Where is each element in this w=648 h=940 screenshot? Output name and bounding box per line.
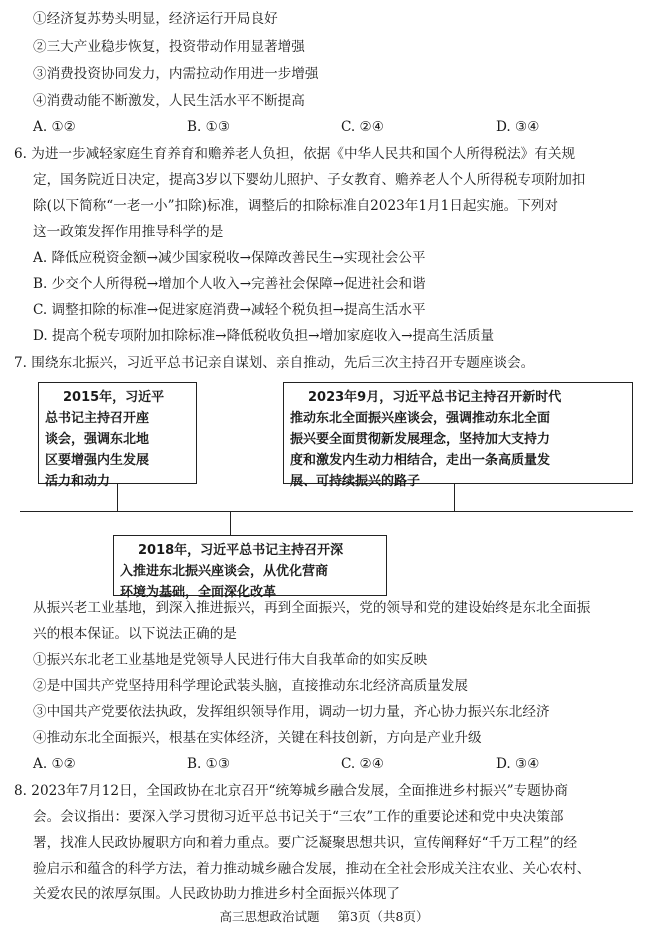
q7-after-line-2: 兴的根本保证。以下说法正确的是 — [33, 626, 237, 642]
q8-stem-line-3: 署，找准人民政协履职方向和着力重点。要广泛凝聚思想共识，宣传阐释好“千万工程”的经 — [33, 835, 578, 851]
q7-item-4: ④推动东北全面振兴，根基在实体经济，关键在科技创新，方向是产业升级 — [33, 730, 482, 746]
q6-option-b: B. 少交个人所得税→增加个人收入→完善社会保障→促进社会和谐 — [33, 276, 426, 292]
q5-item-4: ④消费动能不断激发，人民生活水平不断提高 — [33, 93, 305, 109]
q7-option-a: A. ①② — [33, 756, 76, 772]
q7-item-1: ①振兴东北老工业基地是党领导人民进行伟大自我革命的如实反映 — [33, 652, 428, 668]
q5-option-b: B. ①③ — [187, 119, 231, 135]
q6-stem-line-4: 这一政策发挥作用推导科学的是 — [33, 224, 224, 240]
box-2023-line: 2023年9月，习近平总书记主持召开新时代 — [308, 390, 562, 405]
q7-option-b: B. ①③ — [187, 756, 231, 772]
q5-item-1: ①经济复苏势头明显，经济运行开局良好 — [33, 11, 278, 27]
q6-stem-line-3: 除(以下简称“一老一小”扣除)标准，调整后的扣除标准自2023年1月1日起实施。下列对 — [33, 198, 558, 214]
box-2018-line: 入推进东北振兴座谈会，从优化营商 — [120, 564, 329, 579]
q8-stem-line-1: 8. 2023年7月12日，全国政协在北京召开“统筹城乡融合发展，全面推进乡村振兴”专题协商 — [14, 783, 568, 799]
q8-stem-line-5: 关爱农民的浓厚氛围。人民政协助力推进乡村全面振兴体现了 — [33, 886, 401, 902]
box-2015-line: 总书记主持召开座 — [45, 411, 150, 426]
q5-item-2: ②三大产业稳步恢复，投资带动作用显著增强 — [33, 39, 305, 55]
box-2023-line: 振兴要全面贯彻新发展理念，坚持加大支持力 — [290, 432, 551, 447]
box-2023 — [283, 382, 633, 489]
q7-option-d: D. ③④ — [496, 756, 540, 772]
q6-option-c: C. 调整扣除的标准→促进家庭消费→减轻个税负担→提高生活水平 — [33, 302, 426, 318]
q6-stem-line-2: 定，国务院近日决定，提高3岁以下婴幼儿照护、子女教育、赡养老人个人所得税专项附加扣 — [33, 172, 586, 188]
q7-stem: 7. 围绕东北振兴，习近平总书记亲自谋划、亲自推动，先后三次主持召开专题座谈会。 — [14, 355, 535, 371]
q5-option-d: D. ③④ — [496, 119, 540, 135]
timeline-axis — [20, 511, 633, 512]
footer-page-number: 第3页（共8页） — [337, 909, 429, 924]
q6-option-d: D. 提高个税专项附加扣除标准→降低税收负担→增加家庭收入→提高生活质量 — [33, 328, 495, 344]
q5-option-a: A. ①② — [33, 119, 76, 135]
box-2023-line: 度和激发内生动力相结合，走出一条高质量发 — [290, 453, 551, 468]
q8-stem-line-4: 验启示和蕴含的科学方法，着力推动城乡融合发展，推动在全社会形成关注农业、关心农村、 — [33, 861, 591, 877]
page-footer — [0, 909, 648, 925]
q7-item-2: ②是中国共产党坚持用科学理论武装头脑，直接推动东北经济高质量发展 — [33, 678, 468, 694]
q6-option-a: A. 降低应税资金额→减少国家税收→保障改善民生→实现社会公平 — [33, 250, 426, 266]
footer-title: 高三思想政治试题 — [219, 909, 320, 924]
box-2015 — [38, 382, 197, 489]
box-2015-line: 谈会，强调东北地 — [45, 432, 150, 447]
box-2018-line: 环境为基础，全面深化改革 — [120, 585, 277, 600]
box-2015-line: 活力和动力 — [45, 474, 111, 489]
q5-option-c: C. ②④ — [341, 119, 384, 135]
box-2023-line: 推动东北全面振兴座谈会，强调推动东北全面 — [290, 411, 551, 426]
q7-item-3: ③中国共产党要依法执政，发挥组织领导作用，调动一切力量，齐心协力振兴东北经济 — [33, 704, 550, 720]
q7-option-c: C. ②④ — [341, 756, 384, 772]
q8-stem-line-2: 会。会议指出：要深入学习贯彻习近平总书记关于“三农”工作的重要论述和党中央决策部 — [33, 809, 564, 825]
q6-stem-line-1: 6. 为进一步减轻家庭生育养育和赡养老人负担，依据《中华人民共和国个人所得税法》有关规 — [14, 146, 576, 162]
box-2018 — [113, 535, 387, 600]
q5-item-3: ③消费投资协同发力，内需拉动作用进一步增强 — [33, 66, 319, 82]
box-2023-line: 展、可持续振兴的路子 — [290, 474, 421, 489]
q7-after-line-1: 从振兴老工业基地，到深入推进振兴，再到全面振兴，党的领导和党的建设始终是东北全面振 — [33, 600, 591, 616]
box-2018-line: 2018年，习近平总书记主持召开深 — [138, 543, 344, 558]
connector-2018 — [230, 511, 231, 536]
box-2015-line: 区要增强内生发展 — [45, 453, 150, 468]
box-2015-line: 2015年，习近平 — [63, 390, 165, 405]
